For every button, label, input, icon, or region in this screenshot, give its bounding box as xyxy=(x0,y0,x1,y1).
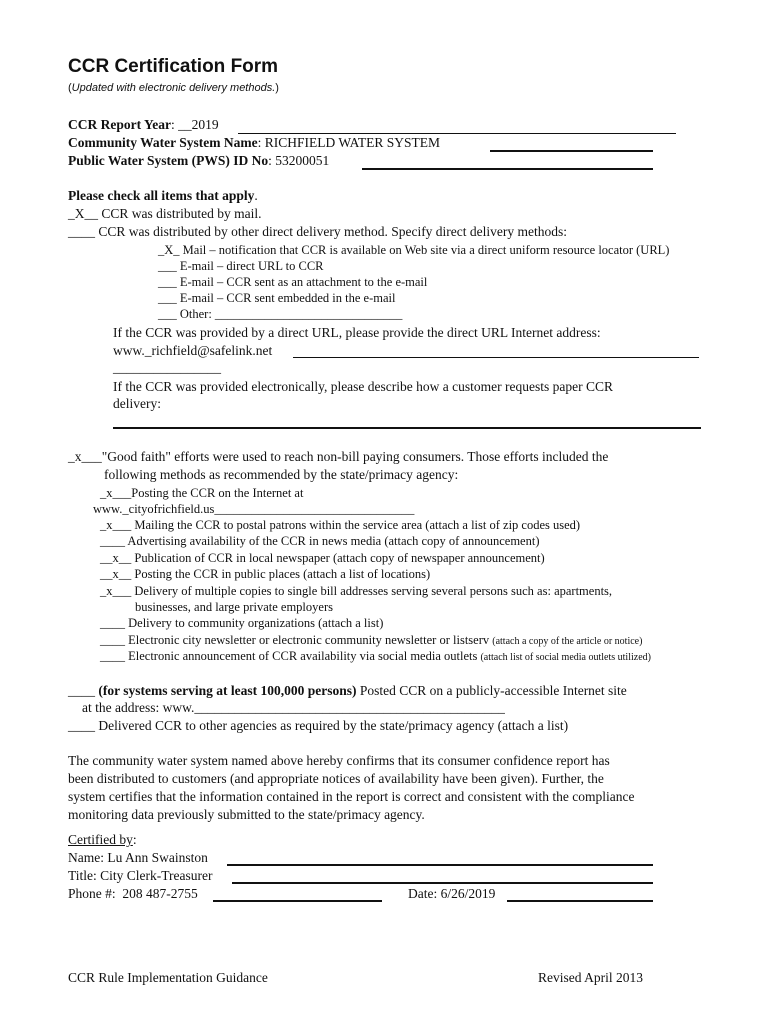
url-question: If the CCR was provided by a direct URL, please provide the direct URL Internet address: xyxy=(113,325,601,340)
posting-internet-item[interactable]: _x___Posting the CCR on the Internet at xyxy=(100,486,304,500)
footer-revised: Revised April 2013 xyxy=(538,970,643,985)
paper-question-cont: delivery: xyxy=(113,396,161,411)
form-subtitle: (Updated with electronic delivery methods.) xyxy=(68,82,279,94)
social-media-item[interactable]: ____ Electronic announcement of CCR availability via social media outlets (attach list of social media outlets utilized) xyxy=(100,649,651,663)
phone-row: Phone #: 208 487-2755 xyxy=(68,886,198,901)
date-line xyxy=(507,900,653,902)
url-continuation: ________________ xyxy=(113,360,221,375)
pws-id-label: Public Water System (PWS) ID No xyxy=(68,153,269,168)
url-line xyxy=(293,357,699,358)
phone-line xyxy=(213,900,382,902)
newspaper-item[interactable]: __x__ Publication of CCR in local newspaper (attach copy of newspaper announcement) xyxy=(100,551,545,565)
good-faith-intro-cont: following methods as recommended by the state/primacy agency: xyxy=(104,467,459,482)
other-agencies-item[interactable]: ____ Delivered CCR to other agencies as required by the state/primacy agency (attach a list) xyxy=(68,718,569,733)
form-title: CCR Certification Form xyxy=(68,56,279,77)
pws-id-line xyxy=(362,168,653,170)
title-value[interactable]: City Clerk-Treasurer xyxy=(100,868,213,883)
pws-id-value[interactable]: 53200051 xyxy=(275,153,330,168)
social-media-note: (attach list of social media outlets utilized) xyxy=(480,652,651,663)
newsletter-item[interactable]: ____ Electronic city newsletter or electronic community newsletter or listserv (attach a copy of the article or notice) xyxy=(100,633,643,647)
large-systems-address[interactable]: at the address: www.______________________________________________ xyxy=(82,700,505,715)
large-systems-item[interactable]: ____ (for systems serving at least 100,000 persons) Posted CCR on a publicly-accessible Internet site xyxy=(68,683,627,698)
certified-by-label: Certified by: xyxy=(68,832,137,847)
system-name-line xyxy=(490,150,653,152)
system-name-row: Community Water System Name: RICHFIELD WATER SYSTEM xyxy=(68,135,441,150)
advertising-item[interactable]: ____ Advertising availability of the CCR in news media (attach copy of announcement) xyxy=(100,534,540,548)
report-year-label: CCR Report Year xyxy=(68,117,171,132)
method-other[interactable]: ___ Other: ______________________________ xyxy=(158,307,403,321)
system-name-value[interactable]: RICHFIELD WATER SYSTEM xyxy=(264,135,441,150)
certification-text-line: The community water system named above hereby confirms that its consumer confidence report has xyxy=(68,753,610,768)
name-row: Name: Lu Ann Swainston xyxy=(68,850,208,865)
checklist-heading: Please check all items that apply. xyxy=(68,188,258,203)
certification-text-line: monitoring data previously submitted to the state/primacy agency. xyxy=(68,807,425,822)
certification-text-line: been distributed to customers (and appropriate notices of availability have been given). Further, the xyxy=(68,771,604,786)
title-row: Title: City Clerk-Treasurer xyxy=(68,868,213,883)
paper-question: If the CCR was provided electronically, please describe how a customer requests paper CCR xyxy=(113,379,613,394)
multiple-copies-item[interactable]: _x___ Delivery of multiple copies to single bill addresses serving several persons such as: apartments, xyxy=(100,584,613,598)
report-year-row: CCR Report Year: __2019 xyxy=(68,117,219,132)
method-email-attachment[interactable]: ___ E-mail – CCR sent as an attachment to the e-mail xyxy=(158,275,428,289)
name-line xyxy=(227,864,653,866)
city-website[interactable]: www._cityofrichfield.us________________________________ xyxy=(93,502,415,516)
method-url-mail[interactable]: _X_ Mail – notification that CCR is available on Web site via a direct uniform resource locator (URL) xyxy=(158,243,670,257)
date-row: Date: 6/26/2019 xyxy=(408,886,496,901)
system-name-label: Community Water System Name xyxy=(68,135,258,150)
date-value[interactable]: 6/26/2019 xyxy=(440,886,496,901)
url-value[interactable]: www._richfield@safelink.net xyxy=(113,343,273,358)
other-direct-item[interactable]: ____ CCR was distributed by other direct delivery method. Specify direct delivery methods: xyxy=(68,224,568,239)
name-value[interactable]: Lu Ann Swainston xyxy=(107,850,208,865)
public-places-item[interactable]: __x__ Posting the CCR in public places (attach a list of locations) xyxy=(100,567,431,581)
pws-id-row: Public Water System (PWS) ID No: 53200051 xyxy=(68,153,330,168)
report-year-line xyxy=(238,133,676,134)
method-email-url[interactable]: ___ E-mail – direct URL to CCR xyxy=(158,259,324,273)
report-year-value[interactable]: __2019 xyxy=(178,117,219,132)
paper-answer-line[interactable] xyxy=(113,427,701,429)
phone-value[interactable]: 208 487-2755 xyxy=(122,886,198,901)
newsletter-note: (attach a copy of the article or notice) xyxy=(492,636,643,647)
method-email-embedded[interactable]: ___ E-mail – CCR sent embedded in the e-mail xyxy=(158,291,396,305)
good-faith-intro[interactable]: _x___"Good faith" efforts were used to reach non-bill paying consumers. Those efforts included the xyxy=(68,449,609,464)
large-systems-qualifier: (for systems serving at least 100,000 persons) xyxy=(98,683,357,698)
mail-item[interactable]: _X__ CCR was distributed by mail. xyxy=(68,206,262,221)
multiple-copies-cont: businesses, and large private employers xyxy=(135,600,333,614)
title-line xyxy=(232,882,653,884)
footer-guidance: CCR Rule Implementation Guidance xyxy=(68,970,268,985)
certification-text-line: system certifies that the information contained in the report is correct and consistent with the compliance xyxy=(68,789,635,804)
community-orgs-item[interactable]: ____ Delivery to community organizations (attach a list) xyxy=(100,616,384,630)
mailing-postal-item[interactable]: _x___ Mailing the CCR to postal patrons within the service area (attach a list of zip codes used) xyxy=(100,518,581,532)
